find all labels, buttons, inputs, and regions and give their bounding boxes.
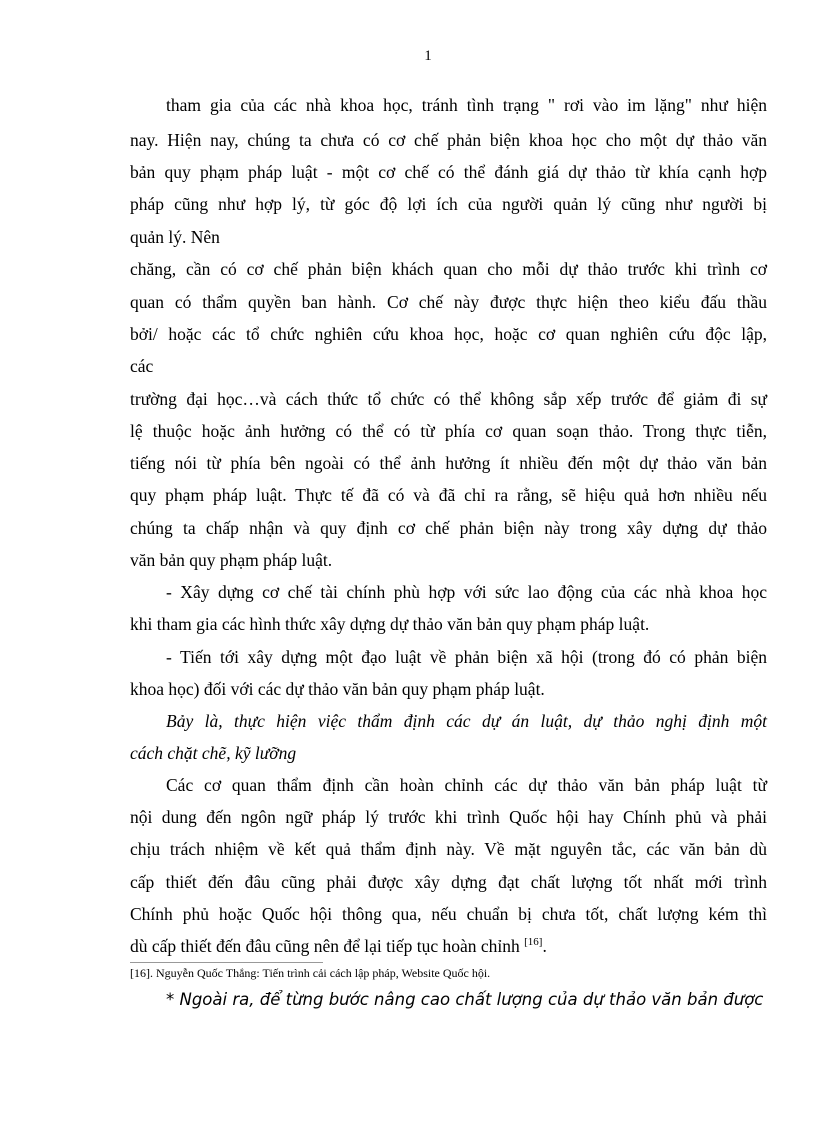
text-line: quy phạm pháp luật. Thực tế đã có và đã chỉ ra rằng, sẽ hiệu quả hơn nhiều nếu [130, 485, 767, 505]
text-line: khoa học) đối với các dự thảo văn bản quy phạm pháp luật. [130, 679, 545, 699]
section-heading-line: Bảy là, thực hiện việc thẩm định các dự án luật, dự thảo nghị định một [166, 711, 767, 731]
text-line: văn bản quy phạm pháp luật. [130, 550, 333, 570]
text-line: Chính phủ hoặc Quốc hội thông qua, nếu chuẩn bị chưa tốt, chất lượng kém thì [130, 904, 767, 924]
text-line: chăng, cần có cơ chế phản biện khách quan cho mỗi dự thảo trước khi trình cơ [130, 259, 767, 279]
citation-marker: [16] [524, 936, 543, 949]
text-line: Các cơ quan thẩm định cần hoàn chỉnh các dự thảo văn bản pháp luật từ [166, 775, 767, 795]
text-line: bản quy phạm pháp luật - một cơ chế có thể đánh giá dự thảo từ khía cạnh hợp [130, 162, 767, 182]
text-line: khi tham gia các hình thức xây dựng dự thảo văn bản quy phạm pháp luật. [130, 614, 650, 634]
footnote: [16]. Nguyễn Quốc Thắng: Tiến trình cải cách lập pháp, Website Quốc hội. [130, 966, 491, 980]
text-line: - Tiến tới xây dựng một đạo luật về phản biện xã hội (trong đó có phản biện [166, 647, 767, 667]
text-line: lệ thuộc hoặc ảnh hưởng có thể có từ phía cơ quan soạn thảo. Trong thực tiễn, [130, 421, 767, 441]
text-line-body: dù cấp thiết đến đâu cũng nên để lại tiếp tục hoàn chỉnh [130, 936, 520, 956]
text-line: nay. Hiện nay, chúng ta chưa có cơ chế phản biện khoa học cho một dự thảo văn [130, 130, 767, 150]
text-line: quan có thẩm quyền ban hành. Cơ chế này được thực hiện theo kiểu đấu thầu [130, 292, 767, 312]
text-line: các [130, 356, 154, 376]
page-number: 1 [424, 48, 432, 64]
text-line: chịu trách nhiệm về kết quả thẩm định này. Về mặt nguyên tắc, các văn bản dù [130, 839, 767, 859]
text-line: - Xây dựng cơ chế tài chính phù hợp với sức lao động của các nhà khoa học [166, 582, 767, 602]
text-line: chúng ta chấp nhận và quy định cơ chế phản biện này trong xây dựng dự thảo [130, 518, 767, 538]
section-heading-line: cách chặt chẽ, kỹ lưỡng [130, 743, 297, 763]
text-line: quản lý. Nên [130, 227, 220, 247]
sentence-period: . [542, 936, 547, 956]
text-line [130, 935, 767, 957]
text-line: tham gia của các nhà khoa học, tránh tình trạng " rơi vào im lặng" như hiện [166, 95, 767, 115]
text-line: pháp cũng như hợp lý, từ góc độ lợi ích của người quản lý cũng như người bị [130, 194, 767, 214]
footnote-separator [130, 962, 323, 963]
text-line: nội dung đến ngôn ngữ pháp lý trước khi trình Quốc hội hay Chính phủ và phải [130, 807, 767, 827]
text-line: cấp thiết đến đâu cũng phải được xây dựng đạt chất lượng tốt nhất mới trình [130, 872, 767, 892]
text-line: * Ngoài ra, để từng bước nâng cao chất lượng của dự thảo văn bản được [166, 990, 764, 1009]
text-line: bởi/ hoặc các tổ chức nghiên cứu khoa học, hoặc cơ quan nghiên cứu độc lập, [130, 324, 767, 344]
text-line: tiếng nói từ phía bên ngoài có thể ảnh hưởng ít nhiều đến một dự thảo văn bản [130, 453, 767, 473]
text-line: trường đại học…và cách thức tổ chức có thể không sắp xếp trước để giảm đi sự [130, 389, 767, 409]
